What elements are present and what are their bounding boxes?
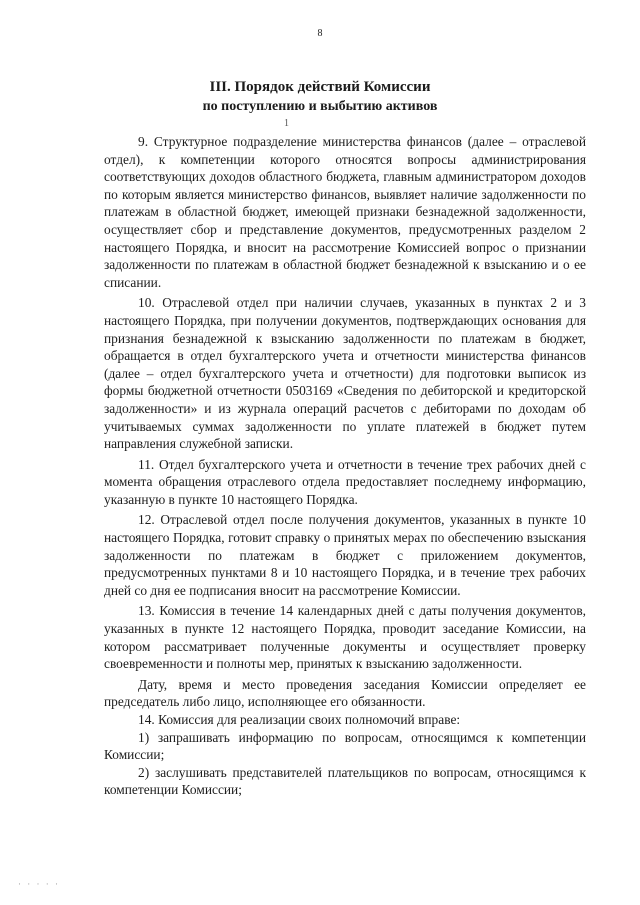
paragraph-10: 10. Отраслевой отдел при наличии случаев, указанных в пунктах 2 и 3 настоящего Порядка, при получении документов, подтверждающих основания для признания безнадежной к взысканию задолженности по платежам в бюджет, обращается в отдел бухгалтерского учета и отчетности министерства финансов (далее – отдел бухгалтерского учета и отчетности) для подготовки выписок из формы бюджетной отчетности 0503169 «Сведения по дебиторской и кредиторской задолженности» и из журнала операций расчетов с дебиторами по доходам об учитываемых суммах задолженности по уплате платежей в бюджет путем направления служебной записки. xyxy=(104,295,586,452)
paragraph-14-item-1: 1) запрашивать информацию по вопросам, относящимся к компетенции Комиссии; xyxy=(104,729,586,763)
paragraph-13-meeting-date: Дату, время и место проведения заседания Комиссии определяет ее председатель либо лицо, исполняющее его обязанности. xyxy=(104,676,586,710)
section-heading: III. Порядок действий Комиссии xyxy=(209,79,431,95)
page-number: 8 xyxy=(317,28,323,39)
paragraph-12: 12. Отраслевой отдел после получения документов, указанных в пункте 10 настоящего Порядка, готовит справку о принятых мерах по обеспечению взыскания задолженности по платежам в бюджет с приложением документов, предусмотренных пунктами 8 и 10 настоящего Порядка, и в течение трех рабочих дней со дня ее подписания вносит на рассмотрение Комиссии. xyxy=(104,512,586,598)
scan-artifact: · · · · · xyxy=(18,879,60,889)
paragraph-11: 11. Отдел бухгалтерского учета и отчетности в течение трех рабочих дней с момента обращения отраслевого отдела предоставляет последнему информацию, указанную в пункте 10 настоящего Порядка. xyxy=(104,456,586,507)
stray-mark: 1 xyxy=(284,118,289,129)
document-body xyxy=(104,133,586,799)
paragraph-14: 14. Комиссия для реализации своих полномочий вправе: xyxy=(138,712,461,727)
paragraph-13: 13. Комиссия в течение 14 календарных дней с даты получения документов, указанных в пункте 12 настоящего Порядка, проводит заседание Комиссии, на котором рассматривает полученные документы и осуществляет проверку своевременности и полноты мер, принятых к взысканию задолженности. xyxy=(104,603,586,672)
paragraph-9: 9. Структурное подразделение министерства финансов (далее – отраслевой отдел), к компетенции которого относятся вопросы администрирования соответствующих доходов областного бюджета, главным администратором доходов по которым является министерство финансов, выявляет наличие задолженности по платежам в областной бюджет, имеющей признаки безнадежной задолженности, осуществляет сбор и представление документов, предусмотренных разделом 2 настоящего Порядка, и вносит на рассмотрение Комиссией вопрос о признании задолженности по платежам в областной бюджет безнадежной к взысканию и о ее списании. xyxy=(104,134,586,290)
paragraph-14-item-2: 2) заслушивать представителей плательщиков по вопросам, относящимся к компетенции Комиссии; xyxy=(104,764,586,798)
section-subheading: по поступлению и выбытию активов xyxy=(202,99,438,114)
